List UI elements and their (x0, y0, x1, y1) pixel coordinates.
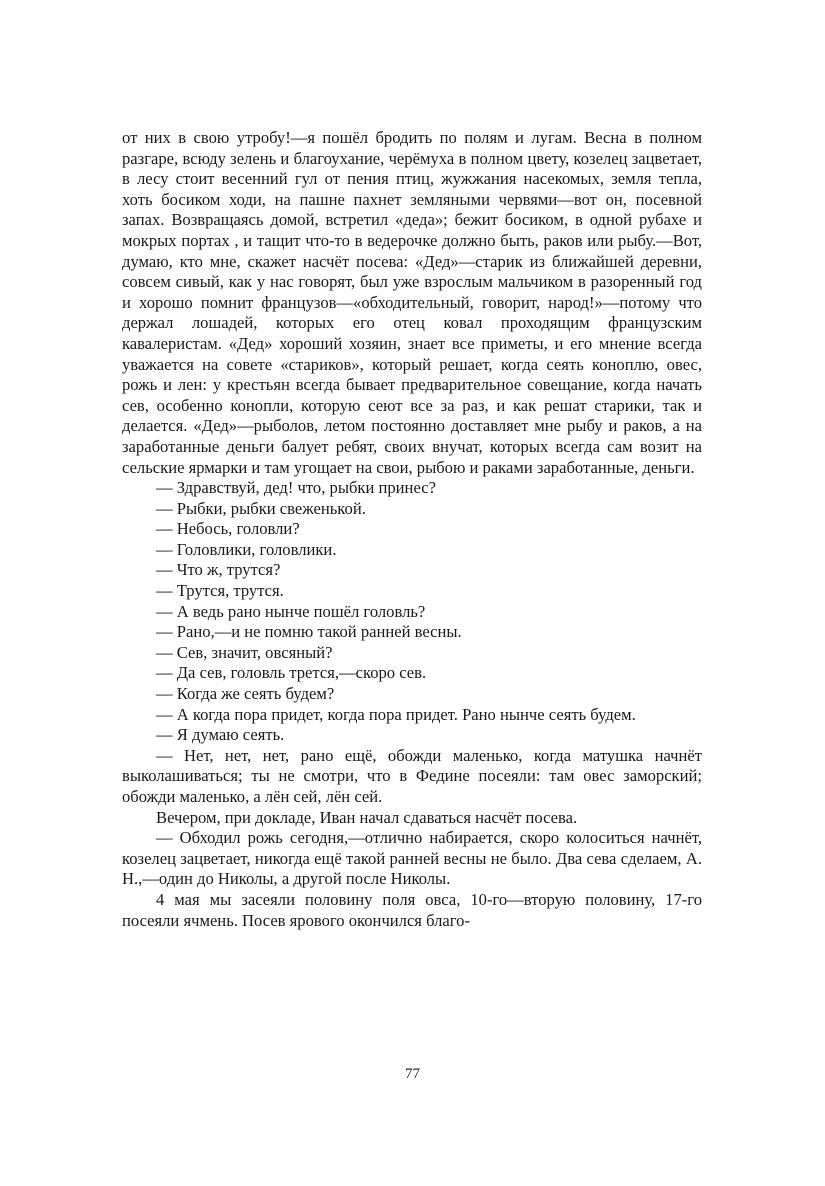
dialogue-line: — Рыбки, рыбки свеженькой. (156, 498, 366, 518)
dialogue-line: — Трутся, трутся. (156, 581, 284, 601)
dialogue-line: — Нет, нет, нет, рано ещё, обожди маленько, когда матушка начнёт выколашиваться; ты не смотри, что в Федине посеяли: там овес заморский; обожди маленько, а лён сей, лён сей. (122, 745, 702, 806)
dialogue-line: — Здравствуй, дед! что, рыбки принес? (156, 478, 436, 498)
dialogue-line: — Рано,—и не помню такой ранней весны. (156, 622, 462, 642)
page-text (122, 128, 702, 931)
dialogue-line: — Небось, головли? (156, 519, 300, 539)
dialogue-line: — Головлики, головлики. (156, 539, 337, 559)
page-number: 77 (405, 1066, 420, 1082)
dialogue-line: — Да сев, головль трется,—скоро сев. (156, 663, 427, 683)
paragraph-narrative: 4 мая мы засеяли половину поля овса, 10-го—вторую половину, 17-го посеяли ячмень. Посев ярового окончился благо- (122, 889, 702, 930)
dialogue-line: — Когда же сеять будем? (156, 684, 335, 704)
dialogue-line: — Обходил рожь сегодня,—отлично набирается, скоро колоситься начнёт, козелец зацветает, никогда ещё такой ранней весны не было. Два сева сделаем, А. Н.,—один до Николы, а другой после Николы. (122, 828, 702, 889)
dialogue-line: — Сев, значит, овсяный? (156, 642, 333, 662)
dialogue-line: — А когда пора придет, когда пора придет. Рано нынче сеять будем. (156, 704, 636, 724)
dialogue-line: — А ведь рано нынче пошёл головль? (156, 601, 426, 621)
dialogue-line: — Я думаю сеять. (156, 725, 285, 745)
dialogue-line: — Что ж, трутся? (156, 560, 281, 580)
paragraph-narrative: от них в свою утробу!—я пошёл бродить по полям и лугам. Весна в полном разгаре, всюду зелень и благоухание, черёмуха в полном цвету, козелец зацветает, в лесу стоит весенний гул от пения птиц, жужжания насекомых, земля тепла, хоть босиком ходи, на пашне пахнет земляными червями—вот он, посевной запах. Возвращаясь домой, встретил «деда»; бежит босиком, в одной рубахе и мокрых портах , и тащит что-то в ведерочке должно быть, раков или рыбу.—Вот, думаю, кто мне, скажет насчёт посева: «Дед»—старик из ближайшей деревни, совсем сивый, как у нас говорят, был уже взрослым мальчиком в разоренный год и хорошо помнит французов—«обходительный, говорит, народ!»—потому что держал лошадей, которых его отец ковал проходящим французским кавалеристам. «Дед» хороший хозяин, знает все приметы, и его мнение всегда уважается на совете «стариков», который решает, когда сеять коноплю, овес, рожь и лен: у крестьян всегда бывает предварительное совещание, когда начать сев, особенно конопли, которую сеют все за раз, и как решат старики, так и делается. «Дед»—рыболов, летом постоянно доставляет мне рыбу и раков, а на заработанные деньги балует ребят, своих внучат, которых всегда сам возит на сельские ярмарки и там угощает на свои, рыбою и раками заработанные, деньги. (122, 128, 702, 477)
paragraph-narrative: Вечером, при докладе, Иван начал сдаваться насчёт посева. (156, 807, 578, 827)
